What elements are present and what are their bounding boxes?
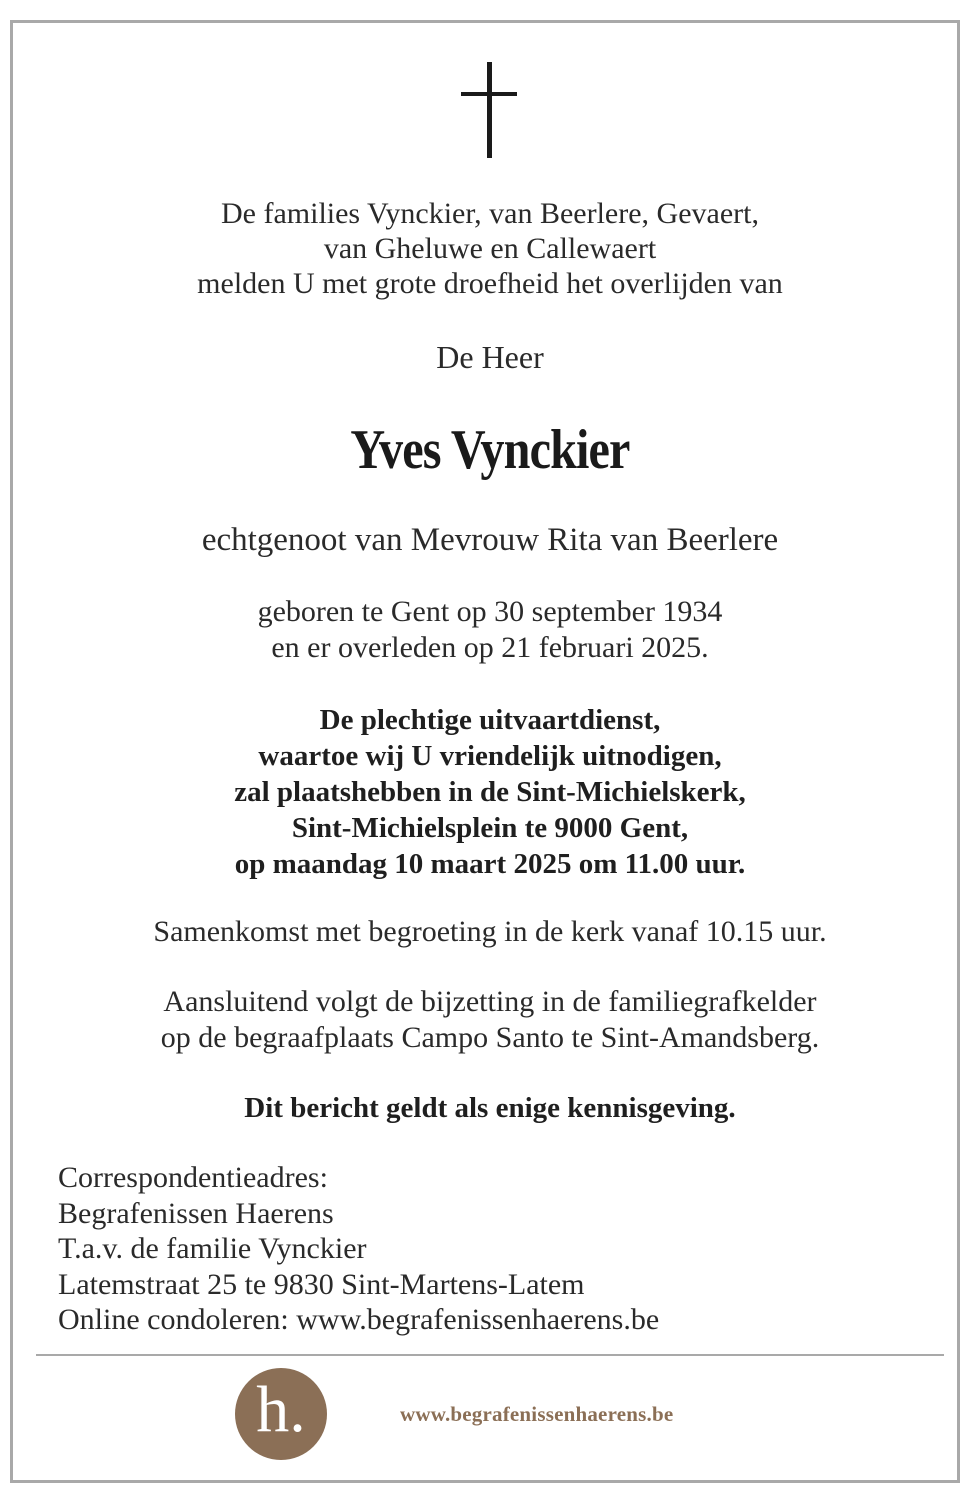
intro-line: melden U met grote droefheid het overlijden van: [197, 267, 783, 300]
burial-block: [0, 984, 980, 1056]
spouse-line: echtgenoot van Mevrouw Rita van Beerlere: [201, 522, 779, 558]
service-line: zal plaatshebben in de Sint-Michielskerk,: [234, 776, 746, 808]
intro-text: [0, 196, 980, 301]
notice-line: Dit bericht geldt als enige kennisgeving.: [244, 1092, 736, 1124]
burial-line: Aansluitend volgt de bijzetting in de familiegrafkelder: [163, 985, 817, 1018]
correspondence-line: Latemstraat 25 te 9830 Sint-Martens-Latem: [58, 1267, 585, 1301]
life-dates: [0, 594, 980, 666]
correspondence-line: Begrafenissen Haerens: [58, 1196, 334, 1230]
footer-divider: [36, 1354, 944, 1356]
gathering-line: Samenkomst met begroeting in de kerk vanaf 10.15 uur.: [153, 915, 827, 948]
birth-line: geboren te Gent op 30 september 1934: [257, 595, 723, 628]
service-line: waartoe wij U vriendelijk uitnodigen,: [258, 740, 722, 772]
cross-icon: [461, 62, 519, 160]
correspondence-line[interactable]: Online condoleren: www.begrafenissenhaerens.be: [58, 1303, 660, 1336]
death-line: en er overleden op 21 februari 2025.: [271, 631, 709, 664]
correspondence-block: [58, 1160, 659, 1338]
footer-url-link[interactable]: www.begrafenissenhaerens.be: [400, 1402, 674, 1426]
service-line: op maandag 10 maart 2025 om 11.00 uur.: [234, 848, 746, 880]
intro-line: van Gheluwe en Callewaert: [323, 232, 657, 265]
service-line: Sint-Michielsplein te 9000 Gent,: [291, 812, 689, 844]
service-line: De plechtige uitvaartdienst,: [319, 704, 661, 736]
correspondence-line: T.a.v. de familie Vynckier: [58, 1232, 367, 1265]
deceased-name: Yves Vynckier: [350, 419, 630, 481]
funeral-service-block: [0, 702, 980, 882]
intro-line: De families Vynckier, van Beerlere, Gevaert,: [220, 197, 759, 230]
honorific-title: De Heer: [436, 339, 544, 375]
burial-line: op de begraafplaats Campo Santo te Sint-Amandsberg.: [160, 1021, 820, 1054]
funeral-home-logo: h.: [235, 1368, 327, 1460]
correspondence-line: Correspondentieadres:: [58, 1161, 328, 1194]
